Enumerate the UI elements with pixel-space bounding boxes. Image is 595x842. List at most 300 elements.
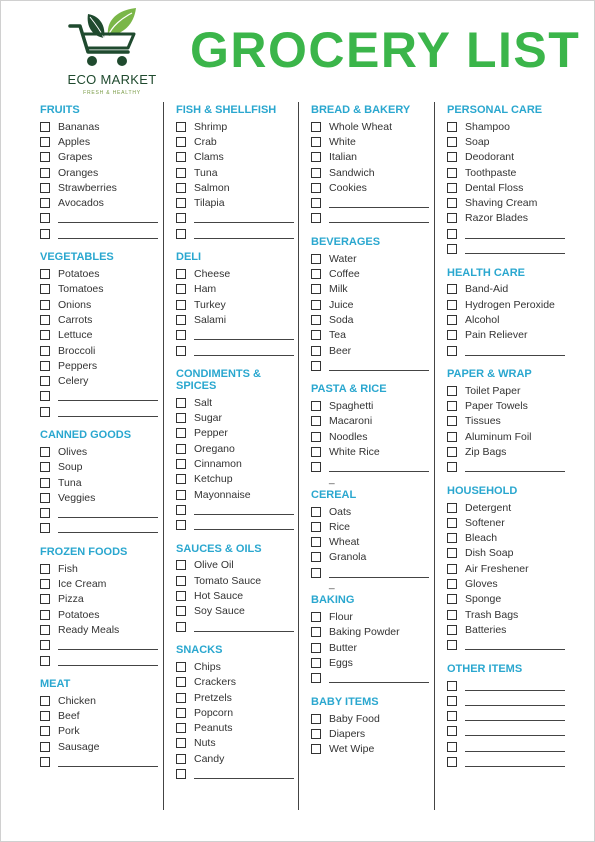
eco-market-logo	[52, 6, 172, 98]
checkbox[interactable]	[176, 137, 186, 147]
blank-list-item	[40, 638, 158, 653]
blank-list-item	[447, 638, 565, 653]
item-label: Clams	[194, 151, 224, 164]
item-label: Pain Reliever	[465, 329, 528, 342]
item-label: Sandwich	[329, 166, 375, 179]
item-label: Air Freshener	[465, 562, 529, 575]
write-in-line[interactable]	[329, 462, 429, 472]
checkbox[interactable]	[40, 137, 50, 147]
checkbox[interactable]	[40, 493, 50, 503]
checkbox[interactable]	[176, 622, 186, 632]
checkbox[interactable]	[447, 594, 457, 604]
write-in-line[interactable]	[465, 726, 565, 736]
write-in-line[interactable]	[465, 696, 565, 706]
blank-list-item	[447, 460, 565, 475]
checkbox[interactable]	[447, 229, 457, 239]
checkbox[interactable]	[40, 376, 50, 386]
checkbox[interactable]	[176, 198, 186, 208]
checkbox[interactable]	[176, 738, 186, 748]
checkbox[interactable]	[176, 213, 186, 223]
list-item	[176, 119, 294, 134]
list-item	[311, 550, 429, 565]
checkbox[interactable]	[447, 152, 457, 162]
write-in-line[interactable]	[194, 346, 294, 356]
list-item	[176, 426, 294, 441]
write-in-line[interactable]	[194, 622, 294, 632]
section-canned-goods	[40, 427, 158, 536]
checkbox[interactable]	[311, 447, 321, 457]
section-title: HEALTH CARE	[447, 266, 526, 279]
checkbox[interactable]	[447, 579, 457, 589]
checkbox[interactable]	[40, 361, 50, 371]
list-item	[176, 180, 294, 195]
section-title: PASTA & RICE	[311, 383, 387, 396]
checkbox[interactable]	[311, 152, 321, 162]
list-item	[447, 119, 565, 134]
item-label: Butter	[329, 641, 358, 654]
checkbox[interactable]	[176, 708, 186, 718]
checkbox[interactable]	[40, 478, 50, 488]
blank-list-item	[176, 211, 294, 226]
write-in-line[interactable]	[465, 711, 565, 721]
item-label: Avocados	[58, 197, 104, 210]
checkbox[interactable]	[311, 568, 321, 578]
checkbox[interactable]	[311, 416, 321, 426]
checkbox[interactable]	[176, 398, 186, 408]
write-in-line[interactable]	[465, 640, 565, 650]
checkbox[interactable]	[311, 552, 321, 562]
checkbox[interactable]	[40, 407, 50, 417]
checkbox[interactable]	[40, 122, 50, 132]
checkbox[interactable]	[447, 564, 457, 574]
item-label: Tuna	[58, 476, 82, 489]
checkbox[interactable]	[311, 522, 321, 532]
checkbox[interactable]	[447, 416, 457, 426]
write-in-line[interactable]	[58, 229, 158, 239]
checkbox[interactable]	[447, 625, 457, 635]
item-label: Macaroni	[329, 415, 373, 428]
checkbox[interactable]	[176, 330, 186, 340]
checkbox[interactable]	[447, 432, 457, 442]
checkbox[interactable]	[311, 612, 321, 622]
checkbox[interactable]	[176, 490, 186, 500]
checkbox[interactable]	[447, 401, 457, 411]
list-item	[311, 535, 429, 550]
checkbox[interactable]	[447, 711, 457, 721]
checkbox[interactable]	[40, 757, 50, 767]
checkbox[interactable]	[176, 693, 186, 703]
checkbox[interactable]	[176, 505, 186, 515]
checkbox[interactable]	[311, 183, 321, 193]
item-label: Ketchup	[194, 473, 233, 486]
list-item	[40, 180, 158, 195]
checkbox[interactable]	[40, 523, 50, 533]
item-label: Carrots	[58, 313, 93, 326]
checkbox[interactable]	[311, 714, 321, 724]
checkbox[interactable]	[447, 696, 457, 706]
checkbox[interactable]	[40, 391, 50, 401]
checkbox[interactable]	[176, 520, 186, 530]
section-personal-care	[447, 102, 565, 257]
checkbox[interactable]	[311, 658, 321, 668]
checkbox[interactable]	[40, 696, 50, 706]
checkbox[interactable]	[447, 533, 457, 543]
checkbox[interactable]	[447, 315, 457, 325]
section-baking	[311, 592, 429, 685]
list-item	[40, 119, 158, 134]
checkbox[interactable]	[447, 346, 457, 356]
checkbox[interactable]	[447, 447, 457, 457]
checkbox[interactable]	[40, 594, 50, 604]
checkbox[interactable]	[447, 610, 457, 620]
checkbox[interactable]	[311, 361, 321, 371]
checkbox[interactable]	[40, 742, 50, 752]
section-title: OTHER ITEMS	[447, 662, 523, 675]
list-item	[311, 266, 429, 281]
checkbox[interactable]	[176, 677, 186, 687]
checkbox[interactable]	[311, 213, 321, 223]
checkbox[interactable]	[311, 673, 321, 683]
section-title: BABY ITEMS	[311, 695, 379, 708]
item-label: Baby Food	[329, 712, 380, 725]
section-paper-and-wrap	[447, 366, 565, 475]
checkbox[interactable]	[176, 284, 186, 294]
item-label: Dental Floss	[465, 181, 524, 194]
item-label: Oranges	[58, 166, 99, 179]
checkbox[interactable]	[447, 284, 457, 294]
list-item	[447, 531, 565, 546]
checkbox[interactable]	[40, 269, 50, 279]
list-item	[447, 134, 565, 149]
list-item	[176, 195, 294, 210]
checkbox[interactable]	[40, 198, 50, 208]
item-label: Chicken	[58, 694, 96, 707]
list-item	[447, 429, 565, 444]
checkbox[interactable]	[176, 723, 186, 733]
section-title: CANNED GOODS	[40, 429, 132, 442]
checkbox[interactable]	[447, 503, 457, 513]
item-label: Veggies	[58, 491, 96, 504]
list-item	[176, 395, 294, 410]
checkbox[interactable]	[176, 591, 186, 601]
list-item	[40, 134, 158, 149]
item-label: Cheese	[194, 268, 231, 281]
checkbox[interactable]	[447, 168, 457, 178]
item-label: Peppers	[58, 359, 98, 372]
section-title: CEREAL	[311, 488, 357, 501]
checkbox[interactable]	[176, 122, 186, 132]
list-item	[447, 546, 565, 561]
list-item	[311, 444, 429, 459]
write-in-line[interactable]	[329, 198, 429, 208]
list-item	[447, 561, 565, 576]
checkbox[interactable]	[311, 627, 321, 637]
checkbox[interactable]	[176, 474, 186, 484]
checkbox[interactable]	[40, 213, 50, 223]
list-item	[311, 398, 429, 413]
write-in-line[interactable]	[58, 640, 158, 650]
checkbox[interactable]	[447, 742, 457, 752]
checkbox[interactable]	[40, 726, 50, 736]
item-label: Pepper	[194, 427, 228, 440]
checkbox[interactable]	[311, 300, 321, 310]
list-item	[40, 576, 158, 591]
checkbox[interactable]	[176, 269, 186, 279]
item-label: Oregano	[194, 442, 235, 455]
item-label: Soup	[58, 461, 83, 474]
checkbox[interactable]	[311, 198, 321, 208]
list-item	[176, 604, 294, 619]
section-title: CONDIMENTS & SPICES	[176, 368, 261, 393]
checkbox[interactable]	[176, 576, 186, 586]
checkbox[interactable]	[311, 330, 321, 340]
checkbox[interactable]	[176, 428, 186, 438]
section-deli	[176, 249, 294, 358]
write-in-line[interactable]	[58, 407, 158, 417]
checkbox[interactable]	[311, 168, 321, 178]
checkbox[interactable]	[40, 579, 50, 589]
checkbox[interactable]	[447, 137, 457, 147]
checkbox[interactable]	[447, 726, 457, 736]
write-in-line[interactable]	[465, 346, 565, 356]
checkbox[interactable]	[311, 284, 321, 294]
list-item	[311, 504, 429, 519]
checkbox[interactable]	[40, 508, 50, 518]
list-item	[176, 736, 294, 751]
write-in-line[interactable]	[58, 523, 158, 533]
list-item	[176, 558, 294, 573]
checkbox[interactable]	[40, 640, 50, 650]
checkbox[interactable]	[40, 711, 50, 721]
list-item	[447, 592, 565, 607]
blank-list-item	[447, 754, 565, 769]
blank-list-item	[176, 619, 294, 634]
write-in-line[interactable]	[465, 244, 565, 254]
checkbox[interactable]	[176, 183, 186, 193]
checkbox[interactable]	[447, 122, 457, 132]
list-item	[176, 312, 294, 327]
section-title: PAPER & WRAP	[447, 368, 532, 381]
checkbox[interactable]	[176, 444, 186, 454]
checkbox[interactable]	[311, 537, 321, 547]
checkbox[interactable]	[311, 401, 321, 411]
section-household	[447, 483, 565, 653]
checkbox[interactable]	[40, 284, 50, 294]
checkbox[interactable]	[176, 560, 186, 570]
checkbox[interactable]	[311, 122, 321, 132]
section-title: HOUSEHOLD	[447, 484, 518, 497]
list-item	[447, 607, 565, 622]
checkbox[interactable]	[447, 681, 457, 691]
section-title: BAKING	[311, 594, 355, 607]
list-item	[311, 165, 429, 180]
checkbox[interactable]	[311, 462, 321, 472]
checkbox[interactable]	[447, 330, 457, 340]
checkbox[interactable]	[40, 315, 50, 325]
item-label: Tuna	[194, 166, 218, 179]
blank-list-item	[40, 404, 158, 419]
checkbox[interactable]	[447, 518, 457, 528]
write-in-line[interactable]	[465, 462, 565, 472]
list-item	[447, 282, 565, 297]
checkbox[interactable]	[311, 729, 321, 739]
write-in-line[interactable]	[194, 229, 294, 239]
checkbox[interactable]	[311, 507, 321, 517]
write-in-line[interactable]	[58, 213, 158, 223]
checkbox[interactable]	[176, 606, 186, 616]
write-in-line[interactable]	[465, 229, 565, 239]
write-in-line[interactable]	[329, 568, 429, 578]
checkbox[interactable]	[176, 769, 186, 779]
checkbox[interactable]	[447, 757, 457, 767]
checkbox[interactable]	[40, 330, 50, 340]
item-label: Diapers	[329, 727, 366, 740]
section-title: SAUCES & OILS	[176, 542, 262, 555]
item-label: Soda	[329, 313, 354, 326]
checkbox[interactable]	[311, 346, 321, 356]
item-label: Aluminum Foil	[465, 430, 532, 443]
item-label: Ham	[194, 283, 217, 296]
checkbox[interactable]	[176, 413, 186, 423]
checkbox[interactable]	[40, 564, 50, 574]
list-item	[40, 282, 158, 297]
checkbox[interactable]	[447, 244, 457, 254]
item-label: Fish	[58, 562, 78, 575]
checkbox[interactable]	[447, 198, 457, 208]
item-label: Ice Cream	[58, 578, 107, 591]
item-label: Alcohol	[465, 313, 500, 326]
checkbox[interactable]	[447, 462, 457, 472]
list-item	[40, 607, 158, 622]
checkbox[interactable]	[447, 640, 457, 650]
list-item	[447, 622, 565, 637]
item-label: Paper Towels	[465, 400, 528, 413]
list-item	[40, 297, 158, 312]
list-item	[311, 609, 429, 624]
checkbox[interactable]	[40, 229, 50, 239]
checkbox[interactable]	[311, 315, 321, 325]
item-label: Tissues	[465, 415, 501, 428]
item-label: Softener	[465, 516, 505, 529]
checkbox[interactable]	[447, 386, 457, 396]
checkbox[interactable]	[40, 300, 50, 310]
write-in-line[interactable]	[58, 757, 158, 767]
checkbox[interactable]	[311, 254, 321, 264]
checkbox[interactable]	[40, 462, 50, 472]
item-label: Turkey	[194, 298, 226, 311]
write-in-line[interactable]	[465, 757, 565, 767]
checkbox[interactable]	[176, 300, 186, 310]
item-label: Tomatoes	[58, 283, 104, 296]
checkbox[interactable]	[447, 183, 457, 193]
checkbox[interactable]	[40, 656, 50, 666]
checkbox[interactable]	[40, 152, 50, 162]
list-item	[311, 625, 429, 640]
section-title: SNACKS	[176, 644, 223, 657]
checkbox[interactable]	[40, 625, 50, 635]
list-item	[176, 282, 294, 297]
checkbox[interactable]	[447, 548, 457, 558]
item-label: Milk	[329, 283, 348, 296]
blank-list-item	[311, 671, 429, 686]
write-in-line[interactable]	[194, 330, 294, 340]
write-in-line[interactable]	[465, 681, 565, 691]
checkbox[interactable]	[311, 269, 321, 279]
item-label: Spaghetti	[329, 400, 374, 413]
write-in-line[interactable]	[58, 391, 158, 401]
checkbox[interactable]	[311, 744, 321, 754]
item-label: Detergent	[465, 501, 512, 514]
checkbox[interactable]	[176, 315, 186, 325]
list-item	[176, 165, 294, 180]
checkbox[interactable]	[311, 643, 321, 653]
item-label: Crackers	[194, 676, 237, 689]
item-label: Pizza	[58, 593, 84, 606]
item-label: Oats	[329, 505, 352, 518]
blank-list-item	[40, 754, 158, 769]
checkbox[interactable]	[311, 432, 321, 442]
item-label: Whole Wheat	[329, 120, 393, 133]
write-in-line[interactable]	[194, 505, 294, 515]
checkbox[interactable]	[40, 168, 50, 178]
list-item	[176, 675, 294, 690]
checkbox[interactable]	[176, 662, 186, 672]
checkbox[interactable]	[447, 300, 457, 310]
section-cereal	[311, 487, 429, 591]
checkbox[interactable]	[176, 152, 186, 162]
checkbox[interactable]	[176, 229, 186, 239]
write-in-line[interactable]	[329, 673, 429, 683]
checkbox[interactable]	[447, 213, 457, 223]
checkbox[interactable]	[176, 459, 186, 469]
checkbox[interactable]	[40, 610, 50, 620]
item-label: Baking Powder	[329, 626, 400, 639]
write-in-line[interactable]	[329, 361, 429, 371]
item-label: Shaving Cream	[465, 197, 538, 210]
list-item	[447, 211, 565, 226]
item-label: Razor Blades	[465, 212, 529, 225]
item-label: Trash Bags	[465, 608, 519, 621]
item-label: Water	[329, 252, 357, 265]
checkbox[interactable]	[176, 754, 186, 764]
item-label: Lettuce	[58, 329, 93, 342]
checkbox[interactable]	[176, 346, 186, 356]
write-in-line[interactable]	[194, 769, 294, 779]
checkbox[interactable]	[40, 183, 50, 193]
write-in-line[interactable]	[194, 213, 294, 223]
checkbox[interactable]	[176, 168, 186, 178]
item-label: Batteries	[465, 623, 507, 636]
checkbox[interactable]	[40, 346, 50, 356]
section-fruits	[40, 102, 158, 241]
list-item	[311, 119, 429, 134]
section-title: DELI	[176, 251, 202, 264]
list-item	[311, 328, 429, 343]
write-in-line[interactable]	[329, 213, 429, 223]
checkbox[interactable]	[40, 447, 50, 457]
write-in-line[interactable]	[465, 742, 565, 752]
item-label: Ready Meals	[58, 623, 120, 636]
column-divider	[434, 102, 435, 810]
write-in-line[interactable]	[58, 656, 158, 666]
write-in-line[interactable]	[194, 520, 294, 530]
item-label: Peanuts	[194, 722, 233, 735]
list-item	[176, 573, 294, 588]
blank-list-item	[40, 521, 158, 536]
write-in-line[interactable]	[58, 508, 158, 518]
checkbox[interactable]	[311, 137, 321, 147]
list-item	[176, 410, 294, 425]
